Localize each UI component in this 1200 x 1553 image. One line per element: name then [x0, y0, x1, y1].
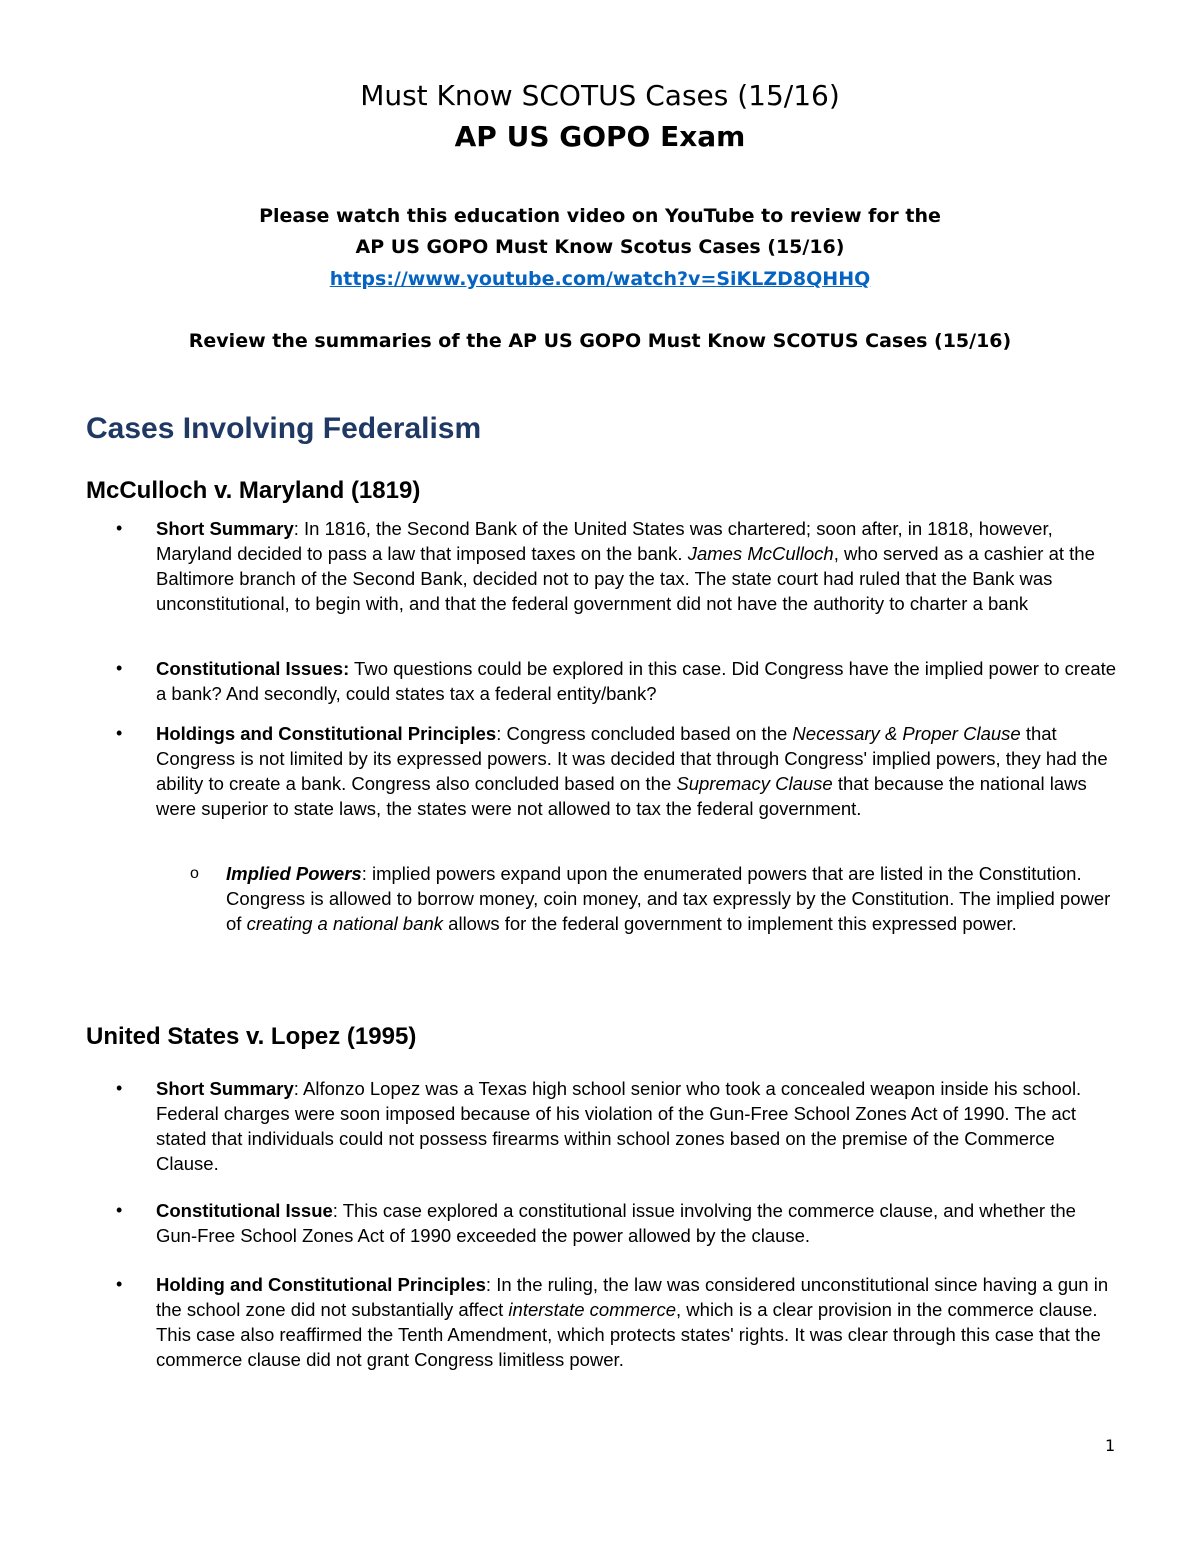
bullet-text: : Alfonzo Lopez was a Texas high school senior who took a concealed weapon inside his school. Federal charges were soon imposed because of his violation of the Gun-Free School Zones Act of 1990. The act stated that individuals could not possess firearms within school zones based on the premise of the Commerce Clause. — [156, 1078, 1082, 1174]
bullet-short-summary — [116, 516, 1118, 616]
bullet-text: : In the ruling, the law was considered unconstitutional since having a gun in the school zone did not substantially affect — [156, 1274, 1109, 1320]
bullet-icon: • — [116, 1200, 123, 1220]
bullet-text: : In 1816, the Second Bank of the United States was chartered; soon after, in 1818, however, Maryland decided to pass a law that imposed taxes on the bank. — [156, 518, 1053, 564]
bullet-text: that because the national laws were superior to state laws, the states were not allowed to tax the federal government. — [156, 773, 1087, 819]
bullet-text: , which is a clear provision in the commerce clause. This case also reaffirmed the Tenth Amendment, which protects states' rights. It was clear through this case that the commerce clause did not grant Congress limitless power. — [156, 1299, 1101, 1370]
document-title: Must Know SCOTUS Cases (15/16) — [360, 79, 840, 112]
bullet-label: Short Summary — [156, 518, 294, 539]
bullet-icon: • — [116, 1274, 123, 1294]
bullet-text: : Congress concluded based on the — [496, 723, 793, 744]
bullet-text: Two questions could be explored in this case. Did Congress have the implied power to create a bank? And secondly, could states tax a federal entity/bank? — [156, 658, 1117, 704]
bullet-holdings — [116, 721, 1118, 821]
bullet-text: that Congress is not limited by its expressed powers. It was decided that through Congress' implied powers, they had the ability to create a bank. Congress also concluded based on the — [156, 723, 1108, 794]
bullet-emphasis: Supremacy Clause — [676, 773, 833, 794]
document-subtitle: AP US GOPO Exam — [454, 120, 746, 153]
bullet-icon: • — [116, 518, 123, 538]
bullet-emphasis: Necessary & Proper Clause — [792, 723, 1021, 744]
sub-bullet-implied-powers — [190, 861, 1126, 936]
intro-line-2: AP US GOPO Must Know Scotus Cases (15/16) — [355, 236, 845, 258]
section-heading-federalism: Cases Involving Federalism — [86, 412, 482, 445]
bullet-text: : This case explored a constitutional issue involving the commerce clause, and whether the Gun-Free School Zones Act of 1990 exceeded the power allowed by the clause. — [156, 1200, 1076, 1246]
bullet-emphasis: interstate commerce — [508, 1299, 677, 1320]
intro-line-1: Please watch this education video on YouTube to review for the — [259, 205, 941, 227]
bullet-text: : implied powers expand upon the enumerated powers that are listed in the Constitution. Congress is allowed to borrow money, coin money, and tax expressly by the Constitution. The implied power of — [226, 863, 1111, 934]
bullet-label: Constitutional Issue — [156, 1200, 333, 1221]
bullet-label: Short Summary — [156, 1078, 294, 1099]
bullet-icon: • — [116, 1078, 123, 1098]
sub-bullet-icon: o — [190, 865, 199, 882]
bullet-label: Constitutional Issues: — [156, 658, 350, 679]
bullet-constitutional-issue — [116, 1198, 1118, 1248]
page-number: 1 — [1105, 1436, 1116, 1455]
bullet-emphasis: creating a national bank — [246, 913, 444, 934]
bullet-short-summary — [116, 1076, 1118, 1176]
bullet-label: Holdings and Constitutional Principles — [156, 723, 497, 744]
bullet-label: Implied Powers — [226, 863, 362, 884]
bullet-constitutional-issues — [116, 656, 1118, 706]
bullet-label: Holding and Constitutional Principles — [156, 1274, 486, 1295]
case-heading-lopez: United States v. Lopez (1995) — [86, 1023, 417, 1050]
bullet-text: allows for the federal government to implement this expressed power. — [443, 913, 1017, 934]
youtube-video-link[interactable]: https://www.youtube.com/watch?v=SiKLZD8QHHQ — [329, 268, 871, 290]
bullet-icon: • — [116, 658, 123, 678]
bullet-emphasis: James McCulloch — [687, 543, 834, 564]
review-line: Review the summaries of the AP US GOPO Must Know SCOTUS Cases (15/16) — [188, 330, 1012, 352]
bullet-text: , who served as a cashier at the Baltimore branch of the Second Bank, decided not to pay the tax. The state court had ruled that the Bank was unconstitutional, to begin with, and that the federal government did not have the authority to charter a bank — [156, 543, 1095, 614]
bullet-holding — [116, 1272, 1118, 1372]
bullet-icon: • — [116, 723, 123, 743]
intro-link-line — [0, 264, 1200, 295]
case-heading-mcculloch: McCulloch v. Maryland (1819) — [86, 477, 421, 504]
